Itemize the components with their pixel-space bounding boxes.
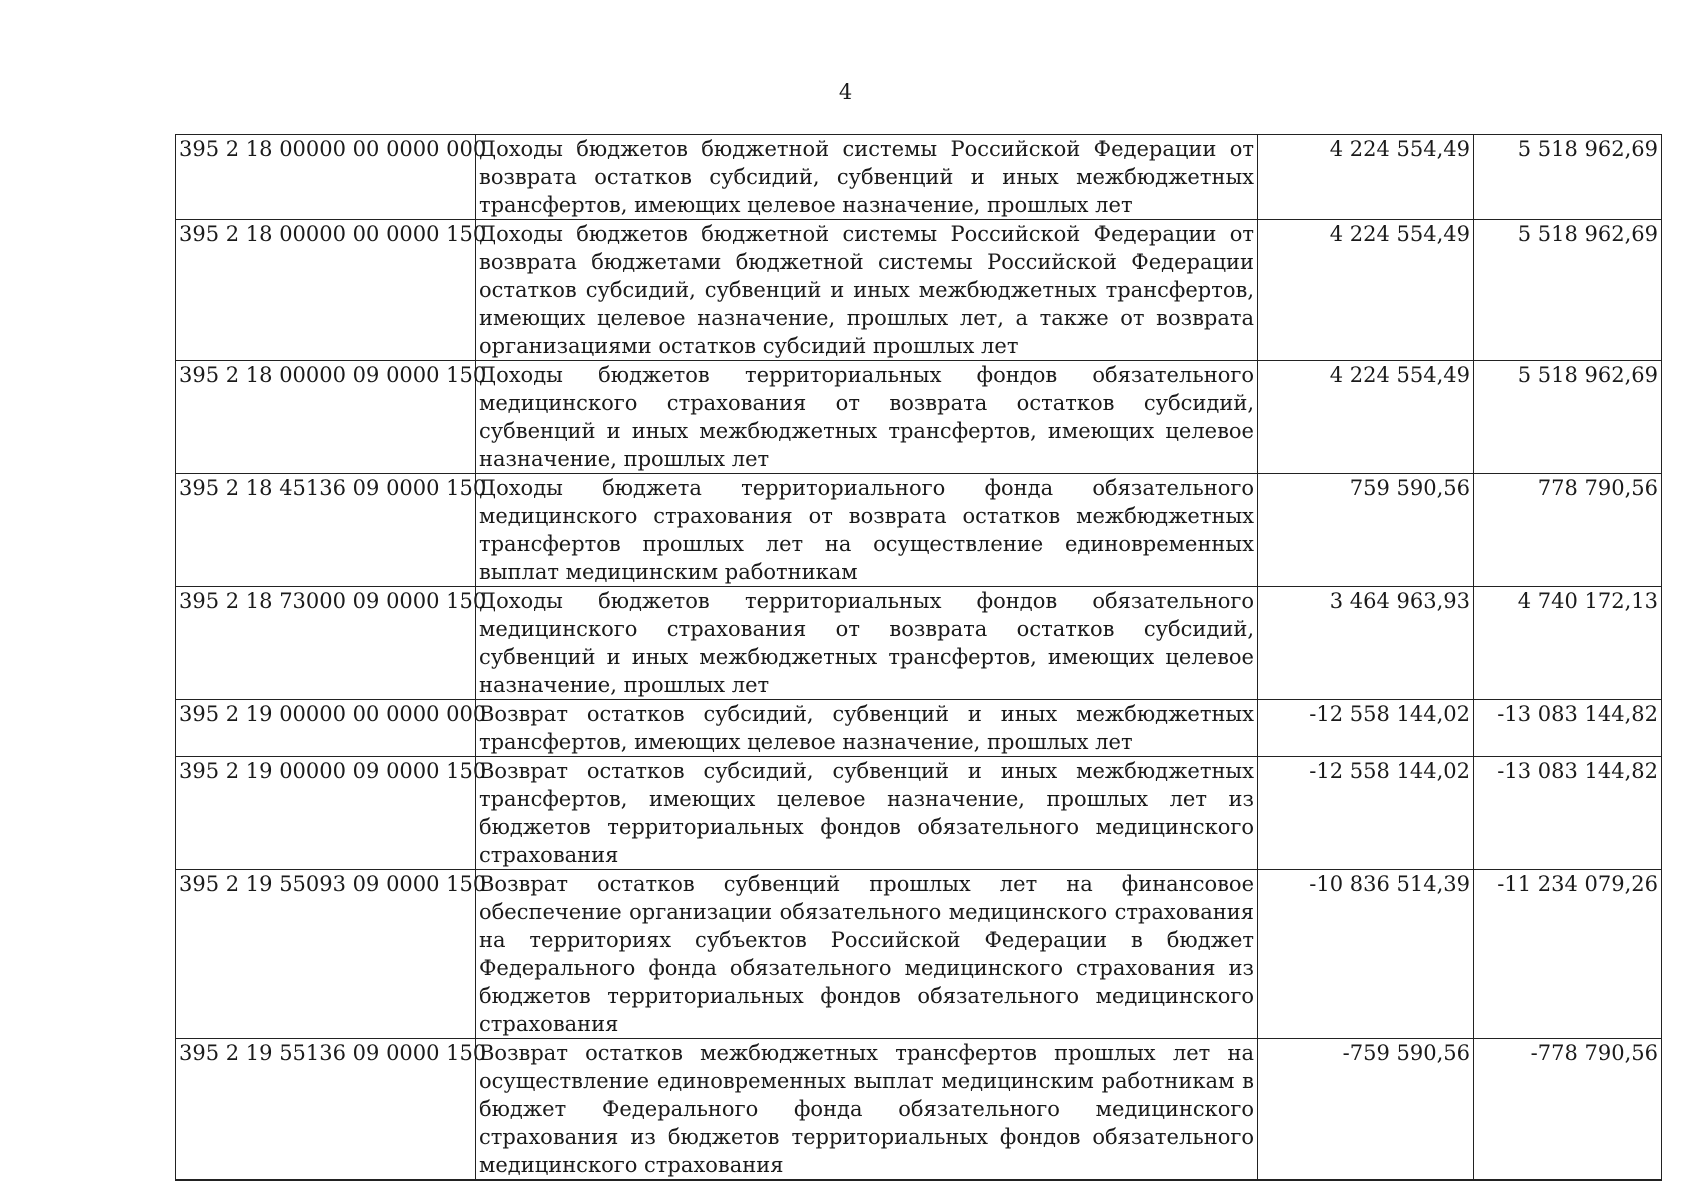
amount-cell-2: -11 234 079,26	[1474, 870, 1662, 1039]
budget-code-cell: 395 2 18 73000 09 0000 150	[176, 587, 476, 700]
amount-cell-2: 778 790,56	[1474, 474, 1662, 587]
description-cell: Возврат остатков субсидий, субвенций и иных межбюджетных трансфертов, имеющих целевое назначение, прошлых лет из бюджетов территориальных фондов обязательного медицинского страхования	[476, 757, 1258, 870]
budget-revenue-table	[175, 134, 1662, 1181]
budget-code-cell: 395 2 19 55093 09 0000 150	[176, 870, 476, 1039]
amount-cell-2: -13 083 144,82	[1474, 700, 1662, 757]
budget-code-cell: 395 2 18 45136 09 0000 150	[176, 474, 476, 587]
amount-cell-1: -12 558 144,02	[1258, 700, 1474, 757]
amount-cell-1: 4 224 554,49	[1258, 361, 1474, 474]
amount-cell-2: 5 518 962,69	[1474, 361, 1662, 474]
table-row	[176, 474, 1662, 587]
budget-code-cell: 395 2 18 00000 00 0000 150	[176, 220, 476, 361]
table-row	[176, 587, 1662, 700]
page-number: 4	[838, 80, 853, 104]
table-row	[176, 757, 1662, 870]
amount-cell-2: -778 790,56	[1474, 1039, 1662, 1181]
table-row	[176, 700, 1662, 757]
description-cell: Доходы бюджетов территориальных фондов обязательного медицинского страхования от возврата остатков субсидий, субвенций и иных межбюджетных трансфертов, имеющих целевое назначение, прошлых лет	[476, 361, 1258, 474]
table-row	[176, 1039, 1662, 1181]
table-row	[176, 361, 1662, 474]
amount-cell-1: 3 464 963,93	[1258, 587, 1474, 700]
description-cell: Возврат остатков субвенций прошлых лет на финансовое обеспечение организации обязательного медицинского страхования на территориях субъектов Российской Федерации в бюджет Федерального фонда обязательного медицинского страхования из бюджетов территориальных фондов обязательного медицинского страхования	[476, 870, 1258, 1039]
table-row	[176, 135, 1662, 220]
budget-code-cell: 395 2 19 00000 09 0000 150	[176, 757, 476, 870]
description-cell: Возврат остатков субсидий, субвенций и иных межбюджетных трансфертов, имеющих целевое назначение, прошлых лет	[476, 700, 1258, 757]
amount-cell-2: -13 083 144,82	[1474, 757, 1662, 870]
amount-cell-2: 4 740 172,13	[1474, 587, 1662, 700]
description-cell: Доходы бюджетов территориальных фондов обязательного медицинского страхования от возврата остатков субсидий, субвенций и иных межбюджетных трансфертов, имеющих целевое назначение, прошлых лет	[476, 587, 1258, 700]
description-cell: Доходы бюджета территориального фонда обязательного медицинского страхования от возврата остатков межбюджетных трансфертов прошлых лет на осуществление единовременных выплат медицинским работникам	[476, 474, 1258, 587]
budget-code-cell: 395 2 18 00000 00 0000 000	[176, 135, 476, 220]
budget-code-cell: 395 2 18 00000 09 0000 150	[176, 361, 476, 474]
description-cell: Возврат остатков межбюджетных трансфертов прошлых лет на осуществление единовременных выплат медицинским работникам в бюджет Федерального фонда обязательного медицинского страхования из бюджетов территориальных фондов обязательного медицинского страхования	[476, 1039, 1258, 1181]
amount-cell-1: -10 836 514,39	[1258, 870, 1474, 1039]
amount-cell-2: 5 518 962,69	[1474, 135, 1662, 220]
amount-cell-1: -759 590,56	[1258, 1039, 1474, 1181]
budget-code-cell: 395 2 19 55136 09 0000 150	[176, 1039, 476, 1181]
amount-cell-1: -12 558 144,02	[1258, 757, 1474, 870]
table-row	[176, 870, 1662, 1039]
table-row	[176, 220, 1662, 361]
budget-code-cell: 395 2 19 00000 00 0000 000	[176, 700, 476, 757]
description-cell: Доходы бюджетов бюджетной системы Российской Федерации от возврата бюджетами бюджетной системы Российской Федерации остатков субсидий, субвенций и иных межбюджетных трансфертов, имеющих целевое назначение, прошлых лет, а также от возврата организациями остатков субсидий прошлых лет	[476, 220, 1258, 361]
amount-cell-1: 4 224 554,49	[1258, 135, 1474, 220]
amount-cell-2: 5 518 962,69	[1474, 220, 1662, 361]
amount-cell-1: 4 224 554,49	[1258, 220, 1474, 361]
amount-cell-1: 759 590,56	[1258, 474, 1474, 587]
description-cell: Доходы бюджетов бюджетной системы Российской Федерации от возврата остатков субсидий, субвенций и иных межбюджетных трансфертов, имеющих целевое назначение, прошлых лет	[476, 135, 1258, 220]
